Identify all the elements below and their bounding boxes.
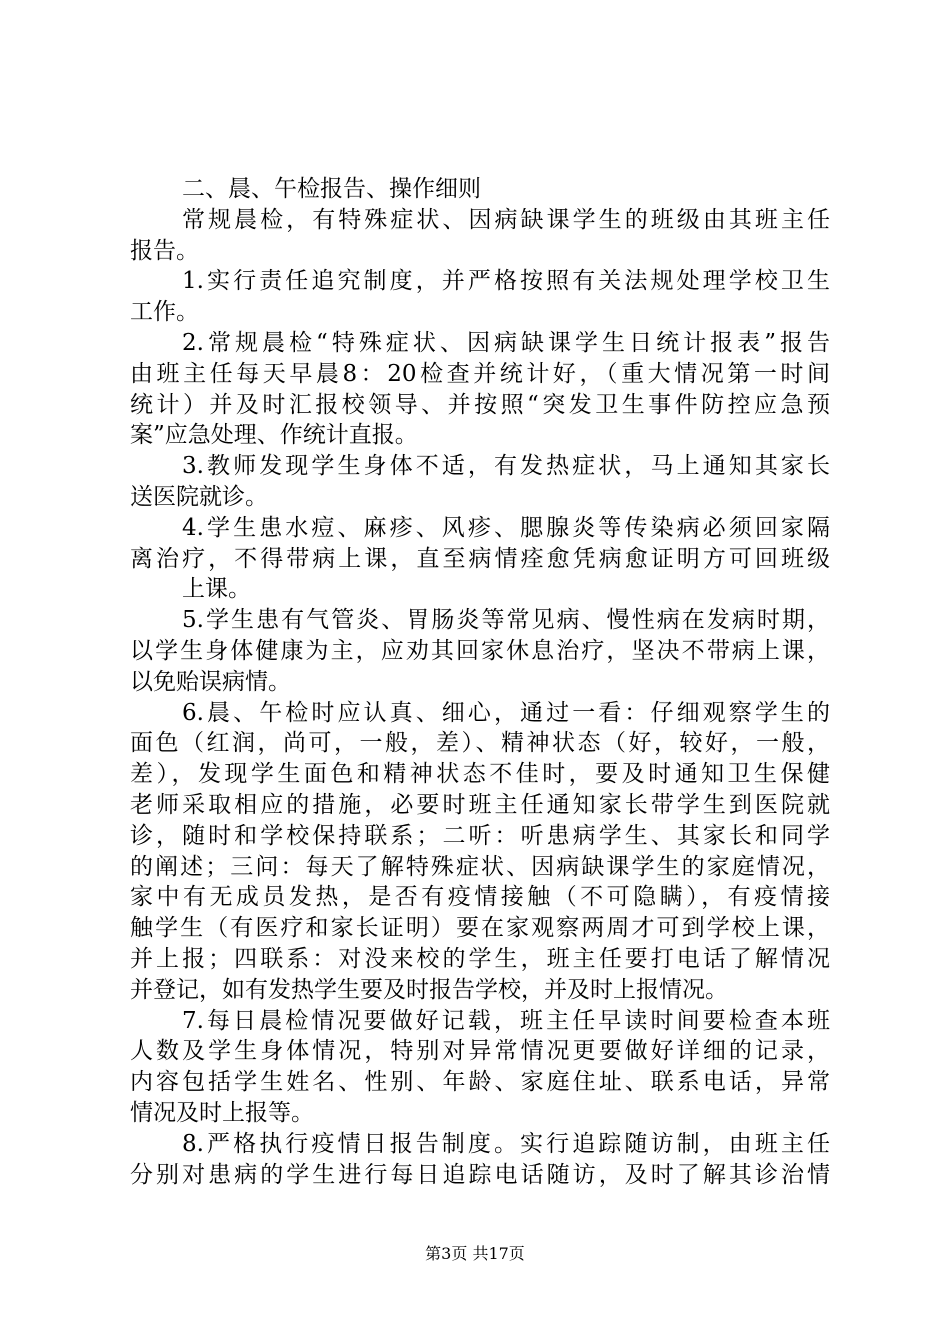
text-line: 7.每日晨检情况要做好记载，班主任早读时间要检查本班 [182,1007,830,1034]
document-body [130,174,830,1190]
text-line: 诊，随时和学校保持联系；二听：听患病学生、其家长和同学 [130,822,830,849]
text-line: 常规晨检，有特殊症状、因病缺课学生的班级由其班主任 [182,206,830,233]
text-line: 案”应急处理、作统计直报。 [130,422,418,449]
text-line: 报告。 [130,237,199,264]
text-line: 老师采取相应的措施，必要时班主任通知家长带学生到医院就 [130,791,830,818]
text-line: 分别对患病的学生进行每日追踪电话随访，及时了解其诊治情 [130,1161,830,1188]
text-line: 二、晨、午检报告、操作细则 [182,176,481,202]
text-line: 以免贻误病情。 [130,668,291,695]
text-line: 8.严格执行疫情日报告制度。实行追踪随访制，由班主任 [182,1130,830,1157]
text-line: 上课。 [182,576,251,603]
text-line: 离治疗，不得带病上课，直至病情痊愈凭病愈证明方可回班级 [130,545,830,572]
text-line: 统计）并及时汇报校领导、并按照“突发卫生事件防控应急预 [130,391,830,418]
text-line: 差），发现学生面色和精神状态不佳时，要及时通知卫生保健 [130,761,830,788]
text-line: 并登记，如有发热学生要及时报告学校，并及时上报情况。 [130,976,728,1003]
text-line: 5.学生患有气管炎、胃肠炎等常见病、慢性病在发病时期， [182,607,830,634]
text-line: 送医院就诊。 [130,483,268,510]
text-line: 人数及学生身体情况，特别对异常情况更要做好详细的记录， [130,1038,830,1065]
text-line: 家中有无成员发热，是否有疫情接触（不可隐瞒），有疫情接 [130,884,830,911]
text-line: 3.教师发现学生身体不适，有发热症状，马上通知其家长 [182,453,830,480]
text-line: 情况及时上报等。 [130,1099,314,1126]
text-line: 的阐述；三问：每天了解特殊症状、因病缺课学生的家庭情况， [130,853,830,880]
text-line: 4.学生患水痘、麻疹、风疹、腮腺炎等传染病必须回家隔 [182,514,830,541]
text-line: 内容包括学生姓名、性别、年龄、家庭住址、联系电话，异常 [130,1069,830,1096]
text-line: 触学生（有医疗和家长证明）要在家观察两周才可到学校上课， [130,915,830,942]
page-footer [0,1243,950,1265]
text-line: 工作。 [130,299,199,326]
text-line: 面色（红润，尚可，一般，差）、精神状态（好，较好，一般， [130,730,830,757]
text-line: 2.常规晨检“特殊症状、因病缺课学生日统计报表”报告 [182,329,830,356]
text-line: 由班主任每天早晨8：20检查并统计好，（重大情况第一时间 [130,360,830,387]
text-line: 1.实行责任追究制度，并严格按照有关法规处理学校卫生 [182,268,830,295]
text-line: 并上报；四联系：对没来校的学生，班主任要打电话了解情况 [130,945,830,972]
text-line: 以学生身体健康为主，应劝其回家休息治疗，坚决不带病上课， [130,637,830,664]
text-line: 6.晨、午检时应认真、细心，通过一看：仔细观察学生的 [182,699,830,726]
page-number-label: 第3页 共17页 [425,1244,525,1263]
